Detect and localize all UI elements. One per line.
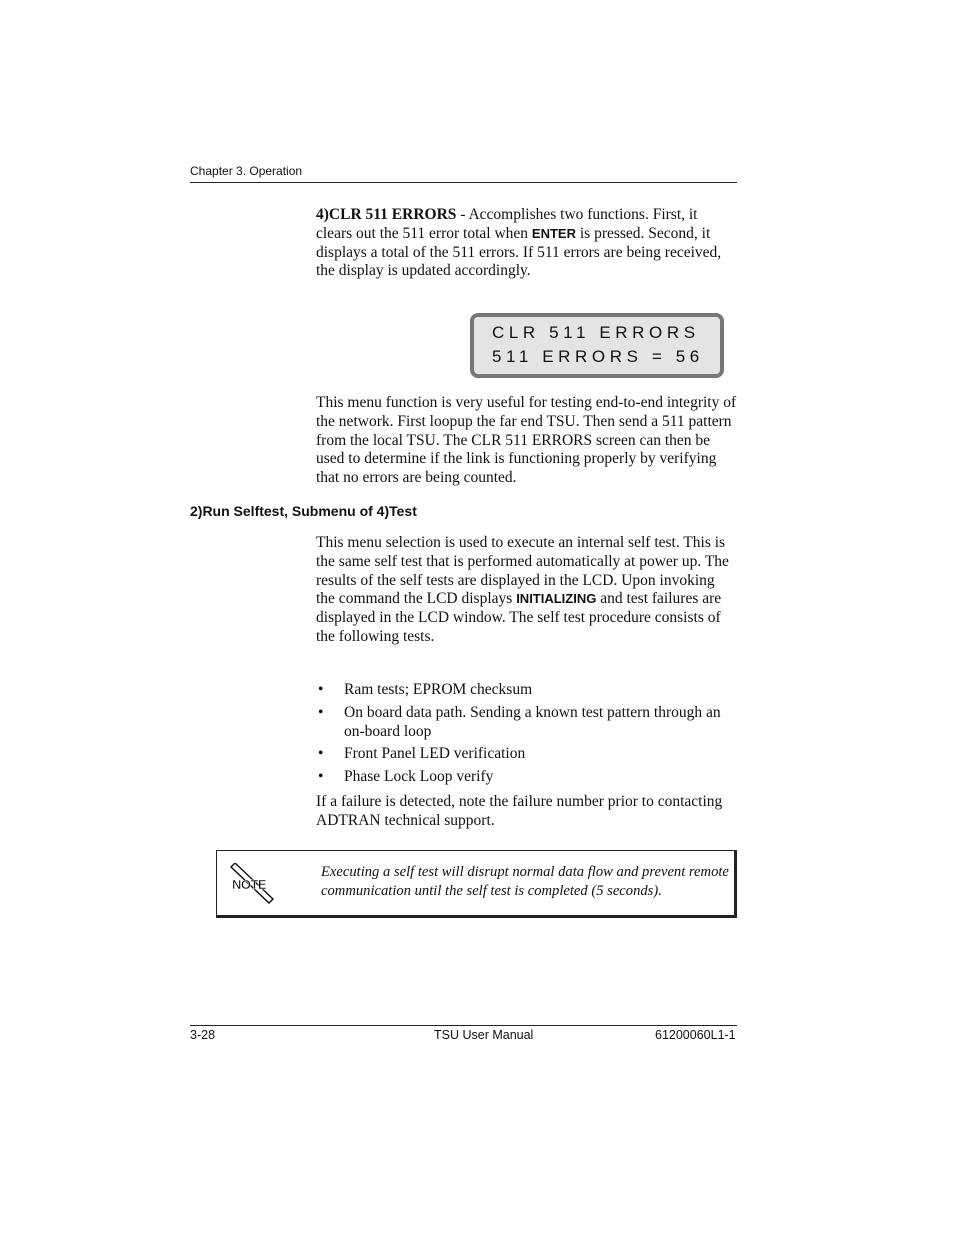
note-icon-label: NOTE	[231, 877, 267, 892]
enter-key: ENTER	[531, 225, 576, 241]
running-header: Chapter 3. Operation	[190, 164, 303, 178]
initializing-key: INITIALIZING	[516, 591, 597, 607]
header-rule	[190, 182, 737, 183]
clr-511-term: 4)CLR 511 ERRORS	[316, 206, 457, 223]
clr-511-paragraph: 4)CLR 511 ERRORS - Accomplishes two functions. First, it clears out the 511 error total when ENTER is pressed. Second, it displays a total of the 511 errors. If 511 errors are being received, the display is updated accordingly.	[316, 206, 722, 280]
selftest-list	[316, 681, 737, 791]
list-item: • Phase Lock Loop verify	[318, 768, 494, 786]
list-item: • On board data path. Sending a known test pattern through an on-board loop	[318, 703, 721, 740]
document-number: 61200060L1-1	[655, 1028, 736, 1042]
menu-function-paragraph: This menu function is very useful for testing end-to-end integrity of the network. First loopup the far end TSU. Then send a 511 pattern from the local TSU. The CLR 511 ERRORS screen can then be used to determine if the link is functioning properly by verifying that no errors are being counted.	[316, 394, 737, 487]
manual-title: TSU User Manual	[434, 1028, 534, 1042]
list-item: • Ram tests; EPROM checksum	[318, 681, 533, 698]
lcd-line-1: CLR 511 ERRORS	[492, 323, 700, 342]
note-text: Executing a self test will disrupt normal data flow and prevent remote communication until the self test is completed (5 seconds).	[321, 864, 729, 899]
note-icon	[225, 863, 275, 909]
lcd-line-2: 511 ERRORS = 56	[492, 347, 704, 366]
note-box	[216, 850, 737, 918]
list-item: • Front Panel LED verification	[318, 745, 526, 763]
failure-paragraph: If a failure is detected, note the failure number prior to contacting ADTRAN technical support.	[316, 793, 723, 829]
lcd-display	[470, 313, 724, 378]
page-number: 3-28	[190, 1028, 216, 1042]
section-heading: 2)Run Selftest, Submenu of 4)Test	[190, 503, 417, 519]
footer-rule	[190, 1025, 737, 1026]
selftest-paragraph: This menu selection is used to execute an internal self test. This is the same self test that is performed automatically at power up. The results of the self tests are displayed in the LCD. Upon invoking the command the LCD displays INITIALIZING and test failures are displayed in the LCD window. The self test procedure consists of the following tests.	[316, 534, 729, 645]
